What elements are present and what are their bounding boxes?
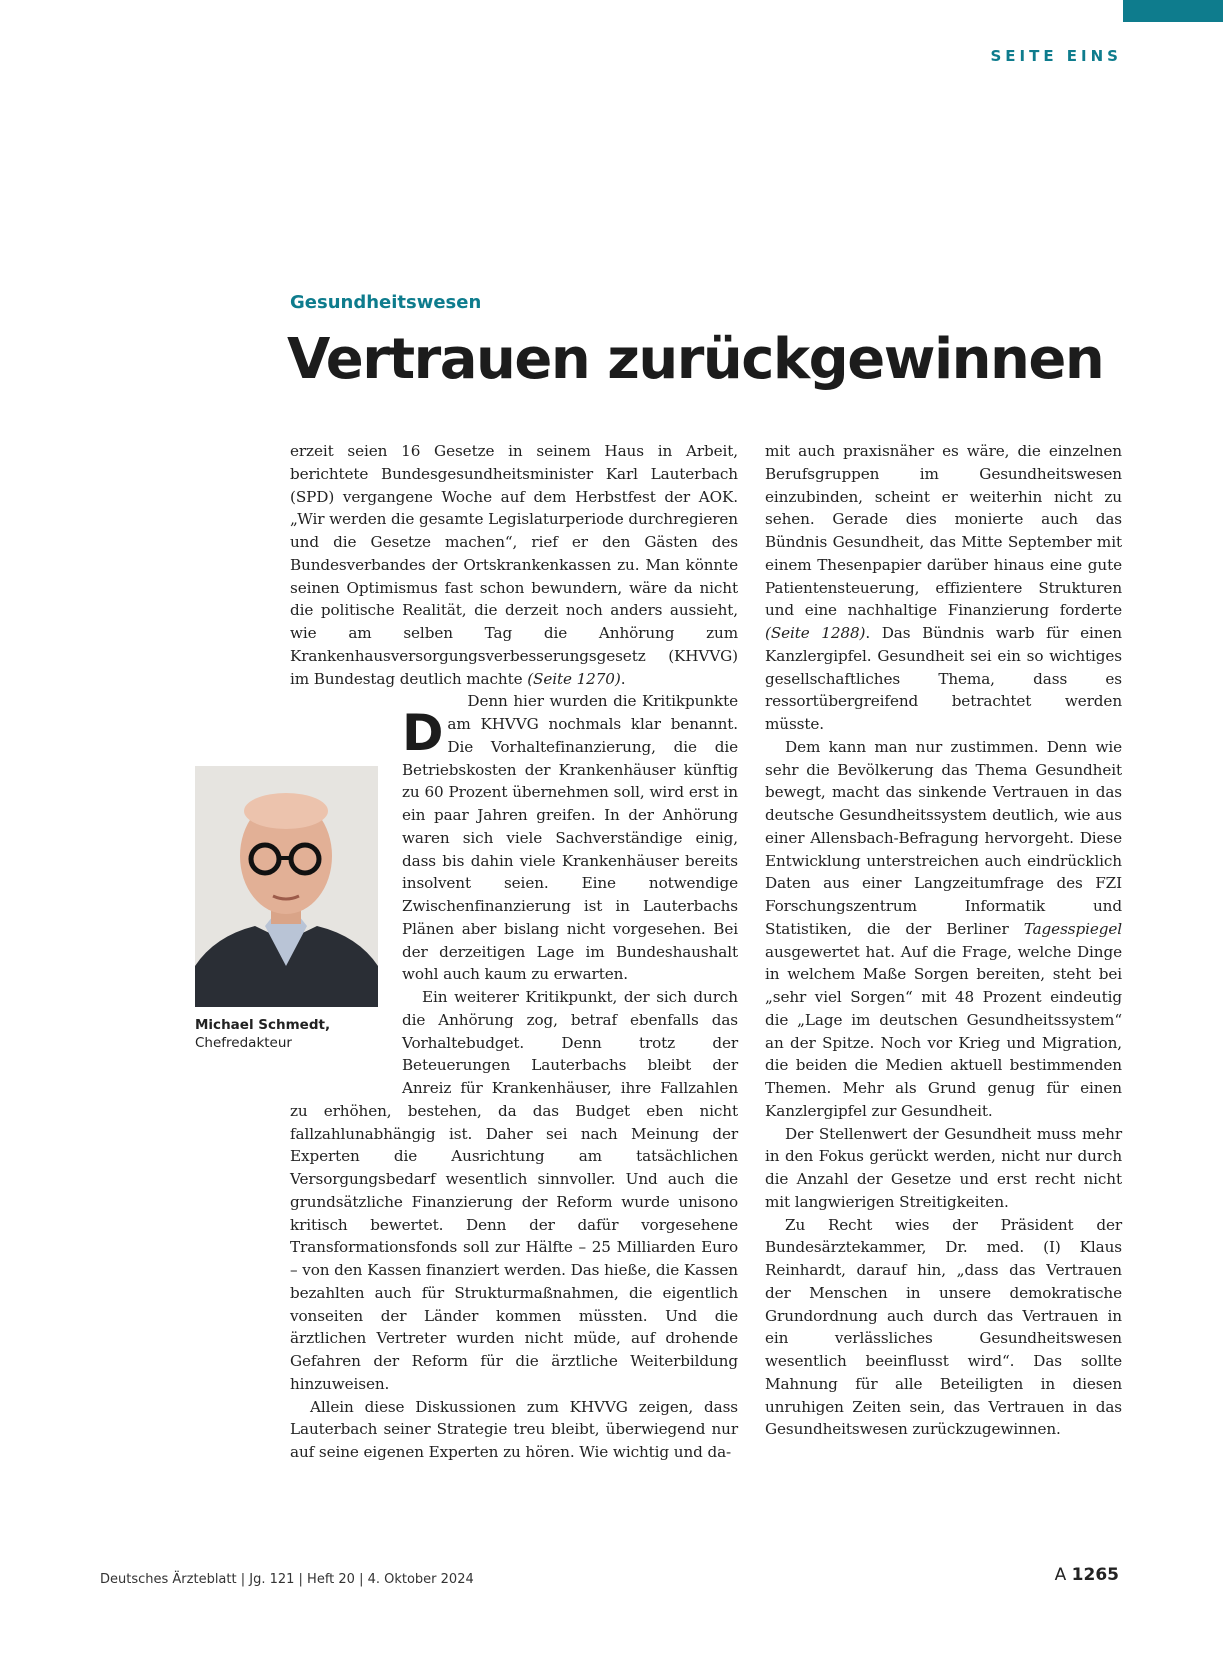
paragraph: Ein weiterer Kritikpunkt, der sich durch die Anhörung zog, betraf ebenfalls das Vorhaltebudget. Denn trotz der Beteuerungen Lauterbachs bleibt der Anreiz für Krankenhäuser, ihre Fallzahlen zu erhöhen, bestehen, da das Budget eben nicht fallzahlunabhängig ist. Daher sei nach Meinung der Experten die Ausrichtung am tatsächlichen Versorgungsbedarf wesentlich sinnvoller. Und auch die grundsätzliche Finanzierung der Reform wurde unisono kritisch bewertet. Denn der dafür vorgesehene Transformationsfonds soll zur Hälfte – 25 Milliarden Euro – von den Kassen finanziert werden. Das hieße, die Kassen bezahlten auch für Strukturmaßnahmen, die eigentlich vonseiten der Länder kommen müssten. Und die ärztlichen Vertreter wurden nicht müde, auf drohende Gefahren der Reform für die ärztliche Weiterbildung hinzuweisen. [290,988,738,1393]
page-reference: (Seite 1270) [527,669,621,688]
top-accent-bar [1123,0,1223,22]
article-column-2 [765,440,1122,1441]
page-reference: (Seite 1288) [765,624,866,642]
paragraph: Dem kann man nur zustimmen. Denn wie sehr die Bevölkerung das Thema Gesundheit bewegt, macht das sinkende Vertrauen in das deutsche Gesundheitssystem deutlich, wie aus einer Allensbach-Befragung hervorgeht. Diese Entwicklung unterstreichen auch eindrücklich Daten aus einer Langzeitumfrage des FZI Forschungszentrum Informatik und Statistiken, die der Berliner Tagesspiegel ausgewertet hat. Auf die Frage, welche Dinge in welchem Maße Sorgen bereiten, steht bei „sehr viel Sorgen“ mit 48 Prozent eindeutig die „Lage im deutschen Gesundheitssystem“ an der Spitze. Noch vor Krieg und Migration, die beiden die Medien aktuell bestimmenden Themen. Mehr als Grund genug für einen Kanzlergipfel zur Gesundheit. [765,737,1122,1120]
page-number: A 1265 [1054,1565,1119,1585]
drop-cap: D [402,704,444,762]
article-title: Vertrauen zurückgewinnen [287,327,1104,392]
paragraph: Allein diese Diskussionen zum KHVVG zeigen, dass Lauterbach seiner Strategie treu bleibt, überwiegend nur auf seine eigenen Experten zu hören. Wie wichtig und da- [290,1397,738,1461]
author-role: Chefredakteur [195,1035,292,1051]
paragraph: Der Stellenwert der Gesundheit muss mehr in den Fokus gerückt werden, nicht nur durch die Anzahl der Gesetze und erst recht nicht mit langwierigen Streitigkeiten. [765,1124,1122,1211]
newspaper-name: Tagesspiegel [1023,919,1122,938]
paragraph: Zu Recht wies der Präsident der Bundesärztekammer, Dr. med. (I) Klaus Reinhardt, darauf hin, „dass das Vertrauen der Menschen in unsere demokratische Grundordnung auch durch das Vertrauen in ein verlässliches Gesundheitswesen wesentlich beeinflusst wird“. Das sollte Mahnung für alle Beteiligten in diesen unruhigen Zeiten sein, das Vertrauen in das Gesundheitswesen zurückzugewinnen. [765,1215,1122,1439]
author-name: Michael Schmedt, [195,1017,331,1033]
footer-publication: Deutsches Ärzteblatt | Jg. 121 | Heft 20 | 4. Oktober 2024 [100,1572,474,1587]
author-photo [195,766,378,1007]
article-kicker: Gesundheitswesen [290,292,482,313]
author-portrait-image [195,766,378,1007]
author-caption [195,1016,330,1052]
section-label: SEITE EINS [990,47,1122,65]
paragraph: Denn hier wurden die Kritikpunkte am KHVVG nochmals klar benannt. Die Vorhaltefinanzierung, die die Betriebskosten der Krankenhäuser künftig zu 60 Prozent übernehmen soll, wird erst in ein paar Jahren greifen. In der Anhörung waren sich viele Sachverständige einig, dass bis dahin viele Krankenhäuser bereits insolvent seien. Eine notwendige Zwischenfinanzierung ist in Lauterbachs Plänen aber bislang nicht vorgesehen. Bei der derzeitigen Lage im Bundeshaushalt wohl auch kaum zu erwarten. [402,692,738,984]
paragraph: mit auch praxisnäher es wäre, die einzelnen Berufsgruppen im Gesundheitswesen einzubinden, scheint er weiterhin nicht zu sehen. Gerade dies monierte auch das Bündnis Gesundheit, das Mitte September mit einem Thesenpapier darüber hinaus eine gute Patientensteuerung, effizientere Strukturen und eine nachhaltige Finanzierung forderte (Seite 1288). Das Bündnis warb für einen Kanzlergipfel. Gesundheit sei ein so wichtiges gesellschaftliches Thema, dass es ressortübergreifend betrachtet werden müsste. [765,442,1122,733]
paragraph: D erzeit seien 16 Gesetze in seinem Haus in Arbeit, berichtete Bundesgesundheitsminister Karl Lauterbach (SPD) vergangene Woche auf dem Herbstfest der AOK. „Wir werden die gesamte Legislaturperiode durchregieren und die Gesetze machen“, rief er den Gästen des Bundesverbandes der Ortskrankenkassen zu. Man könnte seinen Optimismus fast schon bewundern, wäre da nicht die politische Realität, die derzeit noch anders aussieht, wie am selben Tag die Anhörung zum Krankenhausversorgungsverbesserungsgesetz (KHVVG) im Bundestag deutlich machte (Seite 1270). [290,442,738,762]
